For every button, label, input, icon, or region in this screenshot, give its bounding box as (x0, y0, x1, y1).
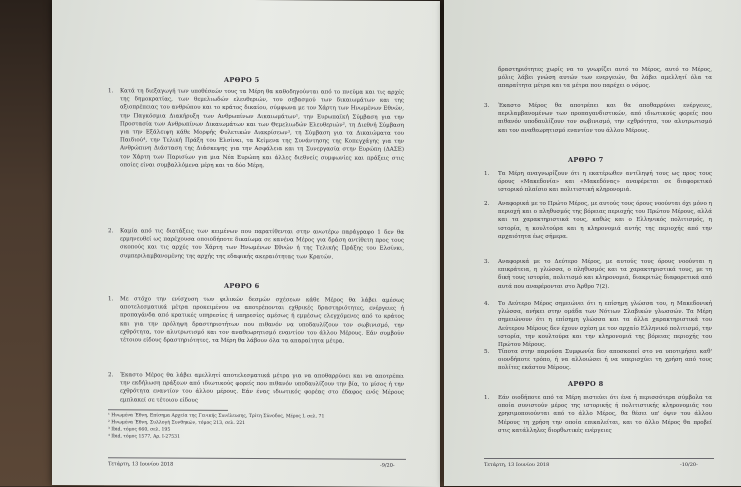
paragraph-number: 1. (484, 395, 490, 401)
paragraph-number: 5. (484, 349, 490, 355)
footnote-3: ³ Ibid, τόμος 660, σελ. 195 (108, 427, 171, 433)
footnote-2: ² Ηνωμένα Έθνη, Συλλογή Συνθηκών, τόμος 213, σελ. 221 (108, 420, 246, 426)
footer-page-number: -10/20- (680, 462, 698, 468)
article-6-continuation: δραστηριότητες χωρίς να το γνωρίζει αυτό το Μέρος, αυτό το Μέρος, μόλις λάβει γνώση αυτών των ενεργειών, θα λάβει αμελλητί όλα τα απαραίτητα μέτρα και τα μέτρα που παρέχει ο νόμος. (498, 67, 712, 90)
document-page-right (444, 0, 741, 486)
footer-date: Τετάρτη, 13 Ιουνίου 2018 (484, 462, 550, 468)
article-7-paragraph-2: Αναφορικά με το Πρώτο Μέρος, με αυτούς τους όρους νοούνται όχι μόνο η περιοχή και ο πληθυσμός της βόρειας περιοχής του Πρώτου Μέρους, αλλά και τα χαρακτηριστικά τους, καθώς και ο Ελληνικός πολιτισμός, η ιστορία, η κουλτούρα και η κληρονομιά αυτής της περιοχής από την αρχαιότητα έως σήμερα. (498, 201, 712, 240)
article-5-paragraph-1: Κατά τη διεξαγωγή των υποθέσεών τους τα Μέρη θα καθοδηγούνται από το πνεύμα και τις αρχές της δημοκρατίας, των θεμελιωδών ελευθεριών, του σεβασμού των δικαιωμάτων και της αξιοπρέπειας του ανθρώπου και το κράτος δικαίου, σύμφωνα με τον Χάρτη των Ηνωμένων Εθνών, την Παγκόσμια Διακήρυξη των Ανθρωπίνων Δικαιωμάτων¹, την Ευρωπαϊκή Σύμβαση για την Προστασία των Ανθρωπίνων Δικαιωμάτων και των Θεμελιωδών Ελευθεριών², τη Διεθνή Σύμβαση για την Εξάλειψη κάθε Μορφής Φυλετικών Διακρίσεων³, τη Σύμβαση για τα Δικαιώματα του Παιδιού⁴, την Τελική Πράξη του Ελσίνκι, τα Κείμενα της Συνάντησης της Κοπεγχάγης για την Ανθρώπινη Διάσταση της Διάσκεψης για την Ασφάλεια και τη Συνεργασία στην Ευρώπη (ΔΑΣΕ) τον Χάρτη των Παρισίων για μια Νέα Ευρώπη και άλλες διεθνείς συμφωνίες και πράξεις στις οποίες είναι συμβαλλόμενα μέρη και τα δύο Μέρη. (120, 88, 404, 169)
article-5-paragraph-2: Καμία από τις διατάξεις των κειμένων που παρατίθενται στην ανωτέρω παράγραφο 1 δεν θα ερμηνευθεί ως παρέχουσα οποιοδήποτε δικαίωμα σε κανένα Μέρος για δράση αντίθετη προς τους σκοπούς και τις αρχές του Χάρτη των Ηνωμένων Εθνών ή της Τελικής Πράξης του Ελσίνκι, συμπεριλαμβανομένης της αρχής της εδαφικής ακεραιότητας των Κρατών. (120, 228, 404, 261)
paragraph-number: 4. (484, 301, 490, 307)
paragraph-number: 2. (484, 201, 490, 207)
footer-date: Τετάρτη, 13 Ιουνίου 2018 (108, 461, 174, 468)
footer-page-number: -9/20- (380, 462, 395, 469)
article-8-heading: ΑΡΘΡΟ 8 (568, 380, 604, 388)
footer-rule (108, 457, 406, 460)
paragraph-number: 1. (108, 88, 114, 95)
article-8-paragraph-1: Εάν οιοδήποτε από τα Μέρη πιστεύει ότι ένα ή περισσότερα σύμβολα τα οποία συνιστούν μέρος της ιστορικής ή πολιτιστικής κληρονομιάς του χρησιμοποιούνται από το άλλο Μέρος, θα θέσει υπ' όψιν του άλλου Μέρους τη χρήση την οποία επικαλείται, και το άλλο Μέρος θα προβεί στις κατάλληλες διορθωτικές ενέργειες (498, 395, 712, 434)
article-7-paragraph-5: Τίποτα στην παρούσα Συμφωνία δεν αποσκοπεί στο να υποτιμήσει καθ' οιονδήποτε τρόπο, ή να αλλοιώσει ή να υπερισχύει τη χρήση από τους πολίτες εκάστου Μέρους. (498, 349, 712, 372)
article-7-paragraph-1: Τα Μέρη αναγνωρίζουν ότι η εκατέρωθεν αντίληψή τους ως προς τους όρους «Μακεδονία» και «Μακεδόνας» αναφέρεται σε διαφορετικό ιστορικό πλαίσιο και πολιτιστική κληρονομιά. (498, 171, 712, 194)
paragraph-number: 3. (484, 259, 490, 265)
article-7-heading: ΑΡΘΡΟ 7 (568, 156, 604, 164)
paragraph-number: 2. (108, 372, 114, 379)
article-6-paragraph-2: Έκαστο Μέρος θα λάβει αμελλητί αποτελεσματικά μέτρα για να αποθαρρύνει και να αποτρέπει την εκδήλωση πράξεων από ιδιωτικούς φορείς που πιθανόν υποδαυλίζουν την βία, το μίσος ή την εχθρότητα εναντίον του άλλου μέρους. Εάν ένας ιδιωτικός φορέας στο έδαφος ενός Μέρους εμπλακεί σε τέτοιου είδους (120, 372, 404, 404)
footnote-1: ¹ Ηνωμένα Έθνη, Επίσημα Αρχεία της Γενικής Συνέλευσης, Τρίτη Σύνοδος, Μέρος Ι, σελ. 71 (108, 413, 325, 420)
footnote-separator (108, 409, 228, 411)
paragraph-number: 2. (108, 228, 114, 235)
article-7-paragraph-3: Αναφορικά με το Δεύτερο Μέρος, με αυτούς τους όρους νοούνται η επικράτεια, η γλώσσα, ο πληθυσμός και τα χαρακτηριστικά τους, με τη δική τους ιστορία, πολιτισμό και κληρονομιά, διακριτώς διαφορετικά από αυτά που αναφέρονται στο Άρθρο 7(2). (498, 259, 712, 290)
article-7-paragraph-4: Το Δεύτερο Μέρος σημειώνει ότι η επίσημη γλώσσα του, η Μακεδονική γλώσσα, ανήκει στην ομάδα των Νότιων Σλαβικών γλωσσών. Τα Μέρη σημειώνουν ότι η επίσημη γλώσσα και τα άλλα χαρακτηριστικά του Δεύτερου Μέρους δεν έχουν σχέση με τον αρχαίο Ελληνικό πολιτισμό, την ιστορία, την κουλτούρα και την κληρονομιά της βόρειας περιοχής του Πρώτου Μέρους. (498, 301, 712, 349)
article-6-paragraph-3: Έκαστο Μέρος θα αποτρέπει και θα αποθαρρύνει ενέργειες, περιλαμβανομένων των προπαγανδιστικών, από ιδιωτικούς φορείς που πιθανόν υποδαυλίζουν τον σωβινισμό, την εχθρότητα, τον αλυτρωτισμό και τον αναθεωρητισμό εναντίον του άλλου Μέρους. (498, 103, 712, 134)
article-5-heading: ΑΡΘΡΟ 5 (224, 75, 260, 85)
footer-rule (484, 458, 714, 459)
paragraph-number: 1. (484, 171, 490, 177)
article-6-heading: ΑΡΘΡΟ 6 (224, 281, 260, 291)
article-6-paragraph-1: Με στόχο την ενίσχυση των φιλικών δεσμών σχέσεων κάθε Μέρος θα λάβει αμέσως αποτελεσματικά μέτρα προκειμένου να αποτρέπονται εχθρικές δραστηριότητες, ενέργειες ή προπαγάνδα από κρατικές υπηρεσίες ή υπηρεσίες αμέσως ή εμμέσως ελεγχόμενες από το κράτος και για την πρόληψη δραστηριοτήτων που πιθανόν να υποδαυλίζουν τον σωβινισμό, την εχθρότητα, τον αλυτρωτισμό και τον αναθεωρητισμό εναντίον του άλλου Μέρους. Εάν συμβούν τέτοιου είδους δραστηριότητες, τα Μέρη θα λάβουν όλα τα απαραίτητα μέτρα. (120, 296, 404, 345)
paragraph-number: 1. (108, 296, 114, 303)
footnote-4: ⁴ Ibid, τόμος 1577, Αρ. I-27531 (108, 434, 181, 440)
paragraph-number: 3. (484, 103, 490, 109)
document-page-left (52, 0, 440, 487)
